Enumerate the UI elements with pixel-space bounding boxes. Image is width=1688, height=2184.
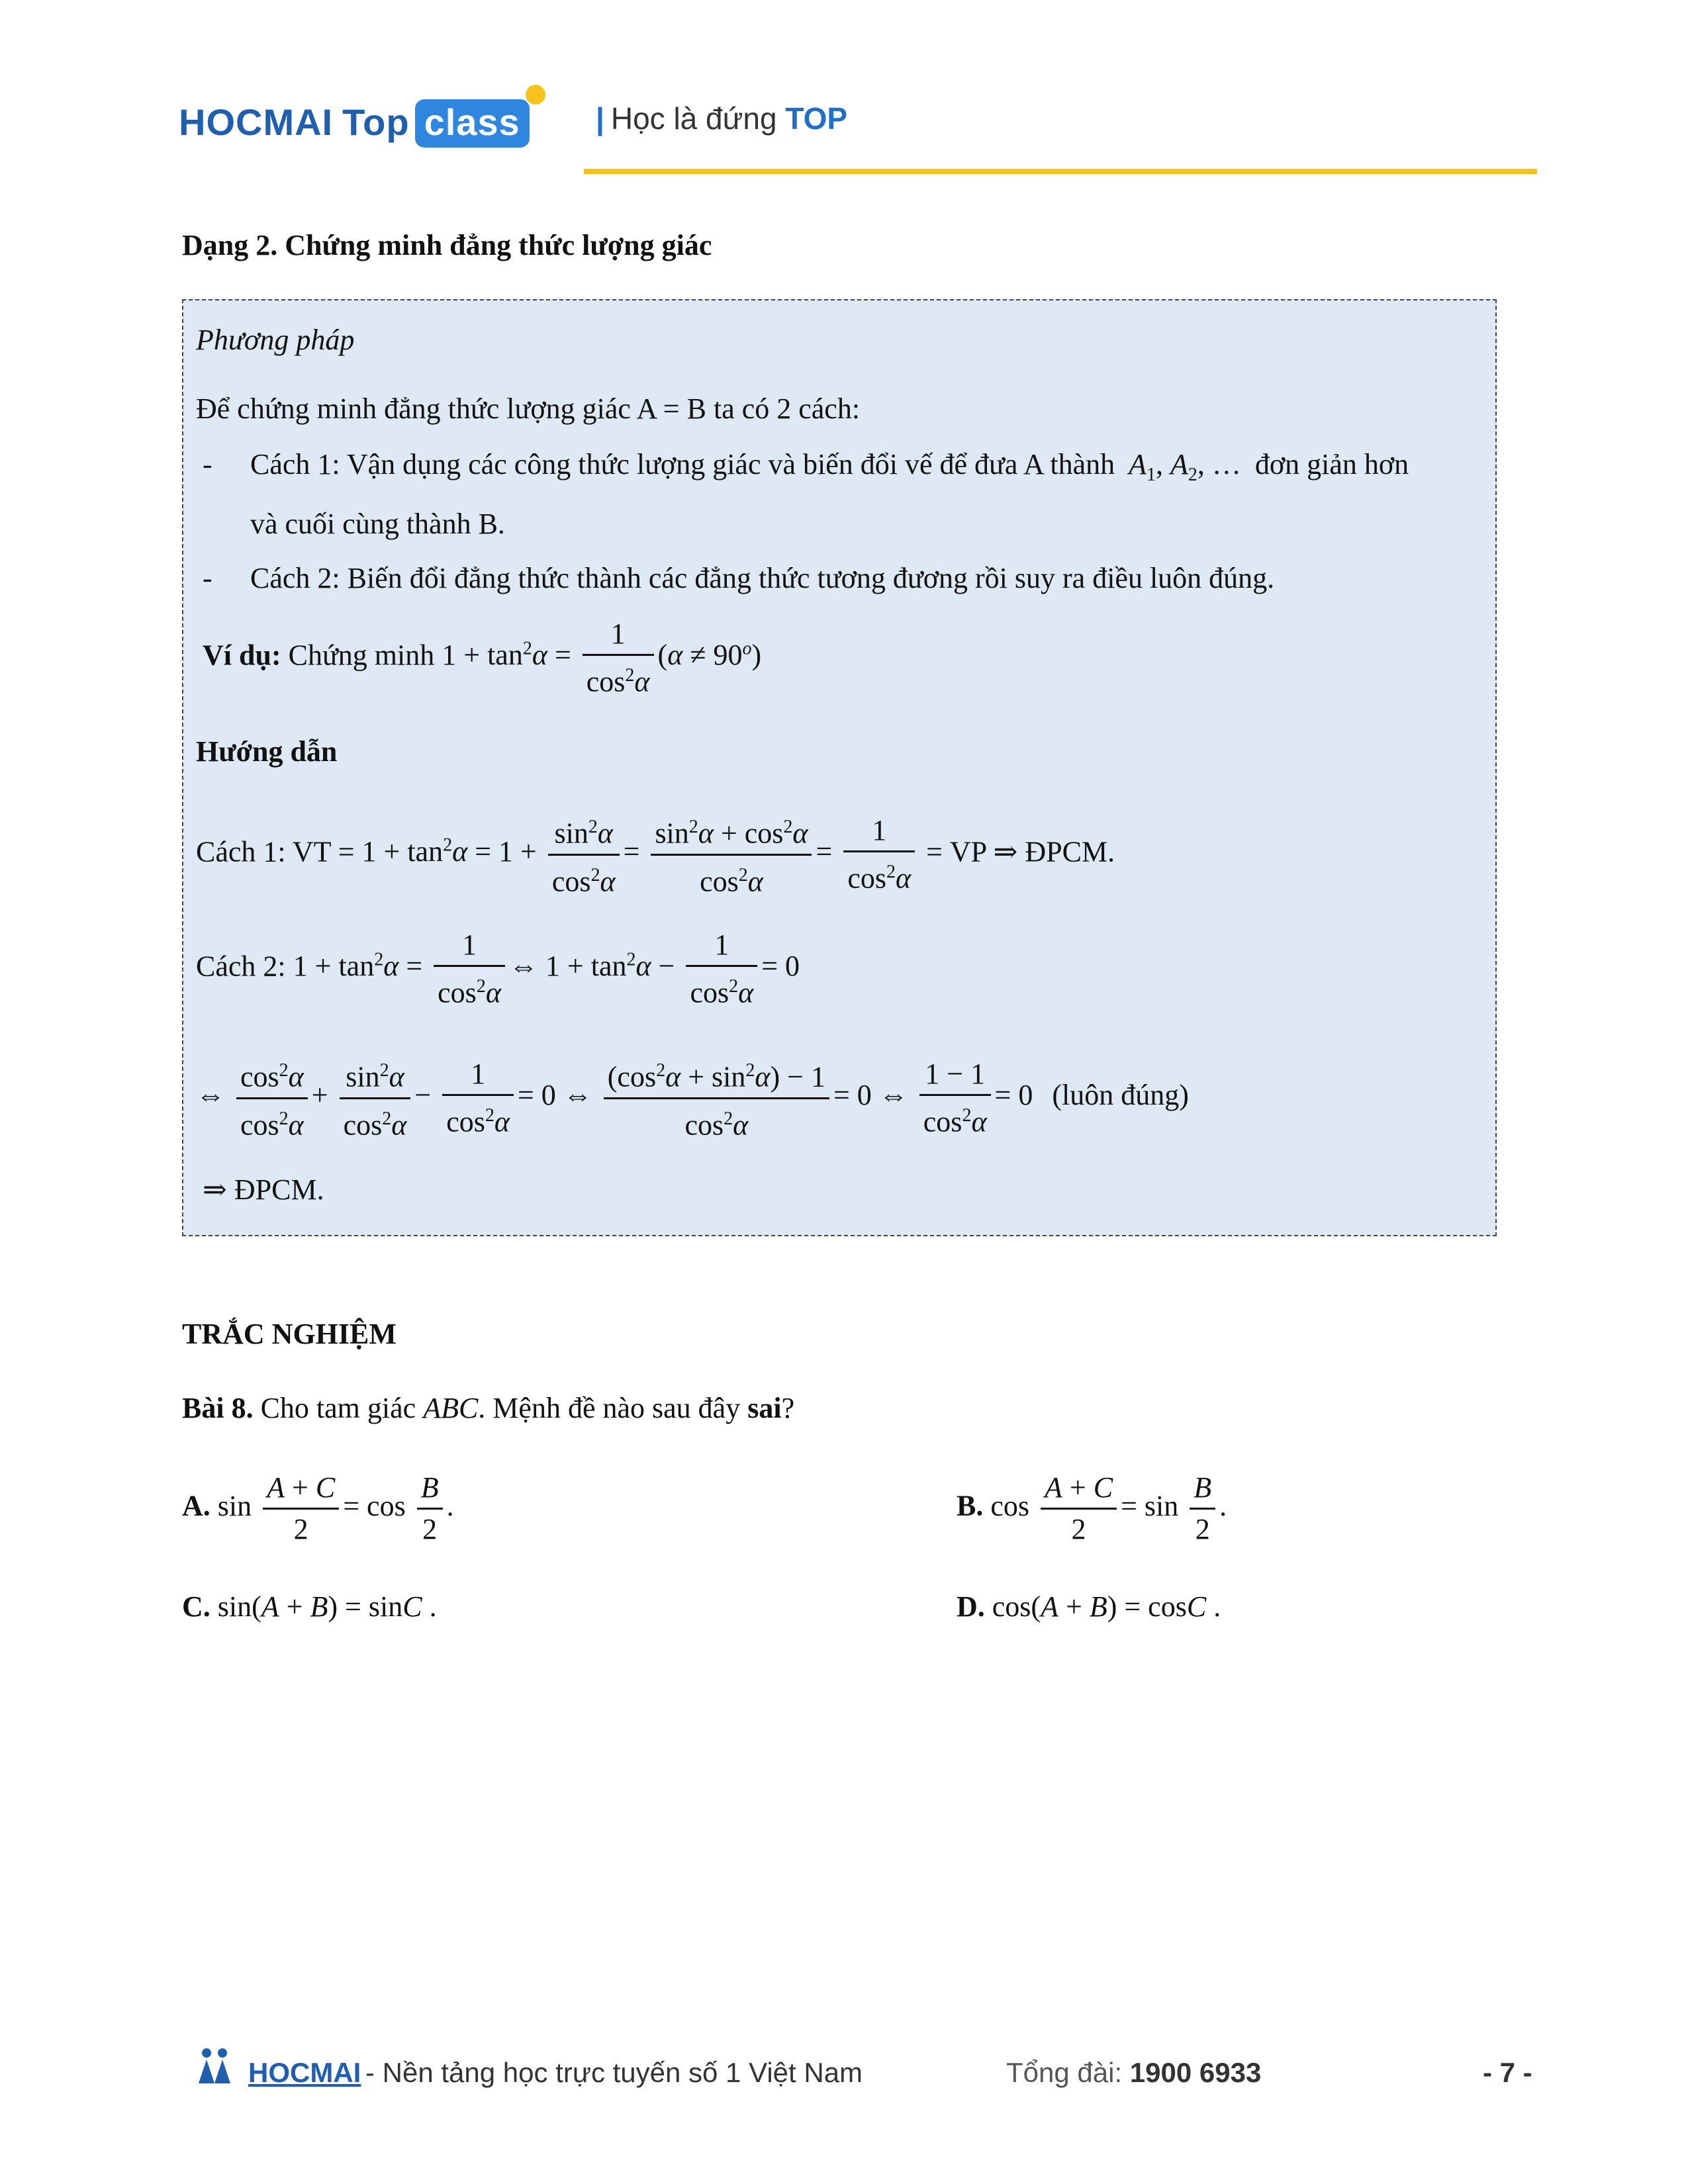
example-line bbox=[203, 614, 761, 702]
cach2-fraction-6: $\frac{(\cos^2\alpha + \sin^2\alpha) - 1}{\cos^2\alpha}$ bbox=[604, 1051, 829, 1145]
tagline-prefix: Học là đứng bbox=[610, 101, 777, 136]
way1-text-tail: đơn giản hơn bbox=[1254, 448, 1409, 480]
footer-phone-number: 1900 6933 bbox=[1129, 2057, 1262, 2088]
method-intro: Để chứng minh đẳng thức lượng giác A = B ta có 2 cách: bbox=[196, 392, 861, 425]
option-c-label: C. bbox=[182, 1590, 211, 1623]
option-d-label: D. bbox=[957, 1590, 985, 1623]
page-number bbox=[1483, 2057, 1532, 2089]
page-number-text: - 7 - bbox=[1483, 2057, 1532, 2088]
problem-label: Bài 8. bbox=[182, 1392, 254, 1424]
footer-description: - Nền tảng học trực tuyến số 1 Việt Nam bbox=[365, 2057, 863, 2088]
logo-hocmai-text: HOCMAI bbox=[179, 101, 334, 143]
cach1-label: Cách 1: VT = bbox=[196, 835, 355, 868]
cach1-end: = VP ⇒ ĐPCM. bbox=[926, 835, 1115, 868]
option-a-formula: sin $\frac{A + C}{2}$ = cos $\frac{B}{2}$ . bbox=[218, 1490, 454, 1522]
way1-text bbox=[250, 447, 1409, 486]
option-b-formula: cos $\frac{A + C}{2}$ = sin $\frac{B}{2}$ . bbox=[990, 1490, 1227, 1522]
way1-dash: - bbox=[203, 448, 212, 480]
option-a-fraction-2: $\frac{B}{2}$ bbox=[417, 1468, 443, 1549]
tagline-strong: TOP bbox=[785, 101, 848, 136]
problem-statement bbox=[182, 1391, 794, 1425]
option-a-fraction-1: $\frac{A + C}{2}$ bbox=[263, 1468, 339, 1549]
problem-text-1: Cho tam giác bbox=[260, 1392, 416, 1424]
brand-logo bbox=[179, 99, 530, 148]
cach2-fraction-1: $\frac{1}{\cos^2\alpha}$ bbox=[434, 925, 505, 1013]
cach2-fraction-7: $\frac{1 - 1}{\cos^2\alpha}$ bbox=[919, 1054, 991, 1142]
footer-phone-label: Tổng đài: bbox=[1006, 2057, 1123, 2088]
conclusion: ⇒ ĐPCM. bbox=[203, 1173, 324, 1206]
option-a bbox=[182, 1468, 454, 1549]
cach2-fraction-2: $\frac{1}{\cos^2\alpha}$ bbox=[686, 925, 757, 1013]
cach2-fraction-5: $\frac{1}{\cos^2\alpha}$ bbox=[442, 1054, 514, 1142]
way2-dash: - bbox=[203, 562, 212, 594]
logo-class-text: class bbox=[424, 101, 520, 143]
cach2-fraction-4: $\frac{\sin^2\alpha}{\cos^2\alpha}$ bbox=[340, 1051, 411, 1145]
problem-triangle: ABC bbox=[423, 1392, 479, 1424]
way2-text: Cách 2: Biến đổi đẳng thức thành các đẳng thức tương đương rồi suy ra điều luôn đúng. bbox=[250, 562, 1275, 594]
problem-qmark: ? bbox=[781, 1392, 795, 1424]
cach1-formula: $1 + \tan^2\alpha = 1$ + $\frac{\sin^2\alpha}{\cos^2\alpha}$ = $\frac{\sin^2\alpha + \cos^2\alpha}{\cos^2\alpha}$ = $\frac{1}{\cos^2\alpha}$ bbox=[362, 835, 927, 868]
option-a-label: A. bbox=[182, 1489, 211, 1522]
example-fraction: $\frac{1}{\cos^2\alpha}$ bbox=[583, 614, 654, 702]
option-c bbox=[182, 1590, 437, 1623]
cach2-fraction-3: $\frac{\cos^2\alpha}{\cos^2\alpha}$ bbox=[236, 1051, 308, 1145]
option-b bbox=[957, 1468, 1227, 1549]
logo-top-text: Top bbox=[342, 101, 410, 143]
option-d-formula: cos(A + B) = cosC . bbox=[992, 1590, 1221, 1623]
cach2-line bbox=[196, 925, 800, 1013]
footer-brand: HOCMAI bbox=[248, 2057, 361, 2088]
cach1-fraction-3: $\frac{1}{\cos^2\alpha}$ bbox=[843, 811, 915, 899]
quiz-heading: TRẮC NGHIỆM bbox=[182, 1318, 397, 1350]
header-divider-line bbox=[584, 169, 1537, 174]
example-formula: $1 + \tan^2\alpha$ = $\frac{1}{\cos^2\alpha}$ $(\alpha \ne 90^o)$ bbox=[442, 639, 761, 671]
example-label: Ví dụ: bbox=[203, 639, 281, 672]
cach2-equivalence-line bbox=[196, 1051, 1189, 1145]
example-text: Chứng minh bbox=[288, 639, 435, 672]
section-title: Dạng 2. Chứng minh đẳng thức lượng giác bbox=[182, 229, 712, 261]
cach1-fraction-1: $\frac{\sin^2\alpha}{\cos^2\alpha}$ bbox=[548, 807, 620, 901]
logo-class-badge bbox=[415, 99, 530, 148]
option-b-label: B. bbox=[957, 1489, 984, 1522]
option-b-fraction-2: $\frac{B}{2}$ bbox=[1190, 1468, 1215, 1549]
cach1-fraction-2: $\frac{\sin^2\alpha + \cos^2\alpha}{\cos^2\alpha}$ bbox=[651, 807, 812, 901]
cach2-label: Cách 2: bbox=[196, 950, 286, 983]
header-tagline bbox=[596, 101, 847, 136]
cach2-formula-1: $1 + \tan^2\alpha$ = $\frac{1}{\cos^2\alpha}$ ⇔ $1 + \tan^2\alpha$ − $\frac{1}{\cos^2\alpha}$ = 0 bbox=[293, 950, 800, 982]
problem-text-2: . Mệnh đề nào sau đây bbox=[478, 1392, 741, 1424]
way1-text-main: Cách 1: Vận dụng các công thức lượng giác và biến đổi vế để đưa A thành bbox=[250, 448, 1115, 480]
option-d bbox=[957, 1590, 1221, 1623]
tagline-divider: | bbox=[596, 101, 604, 136]
option-c-formula: sin(A + B) = sinC . bbox=[217, 1590, 437, 1623]
footer-phone bbox=[1006, 2057, 1261, 2089]
logo-star-icon bbox=[526, 85, 545, 105]
always-true-note: (luôn đúng) bbox=[1052, 1079, 1189, 1112]
way1-math-sequence: $A_1$, $A_2$, … bbox=[1129, 448, 1241, 485]
method-heading: Phương pháp bbox=[196, 324, 355, 356]
guide-heading: Hướng dẫn bbox=[196, 735, 338, 768]
problem-false-word: sai bbox=[747, 1392, 782, 1424]
cach1-line bbox=[196, 807, 1115, 901]
hocmai-people-icon bbox=[193, 2045, 236, 2087]
cach2-formula-2: ⇔ $\frac{\cos^2\alpha}{\cos^2\alpha}$ + $\frac{\sin^2\alpha}{\cos^2\alpha}$ − $\frac{1}{\cos^2\alpha}$ = 0 ⇔ $\frac{(\cos^2\alpha + \sin^2\alpha) - 1}{\cos^2\alpha}$ = 0 ⇔ $\frac{1 - 1}{\cos^2\alpha}$ = 0 bbox=[196, 1079, 1040, 1111]
option-b-fraction-1: $\frac{A + C}{2}$ bbox=[1041, 1468, 1117, 1549]
way1-continuation: và cuối cùng thành B. bbox=[250, 508, 505, 540]
